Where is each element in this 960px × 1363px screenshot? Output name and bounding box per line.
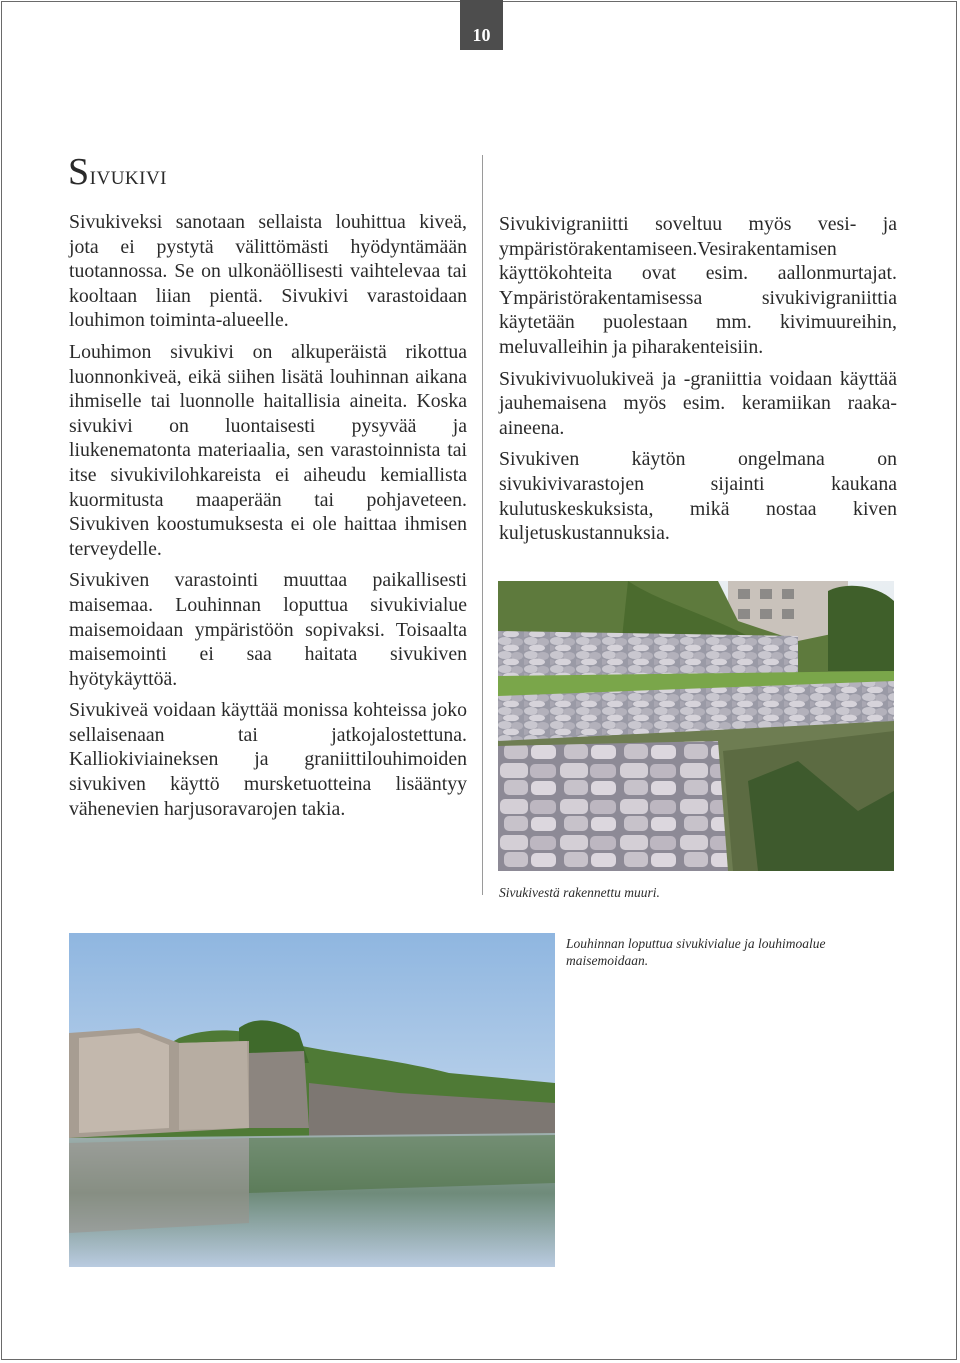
quarry-lake-photo (69, 933, 555, 1267)
paragraph: Sivukiven käytön ongelmana on sivukivivarastojen sijainti kaukana kulutuskeskuksista, mikä nostaa kiven kuljetuskustannuksia. (499, 448, 897, 545)
lake-photo-caption: Louhinnan loputtua sivukivialue ja louhimoalue maisemoidaan. (566, 936, 826, 968)
paragraph: Sivukiveä voidaan käyttää monissa kohteissa joko sellaisenaan tai jatkojalostettuna. Kalliokiviaineksen ja graniittilouhimoiden sivukiven käyttö mursketuotteina lisääntyy vähenevien harjusoravarojen takia. (69, 699, 467, 820)
paragraph: Louhimon sivukivi on alkuperäistä rikottua luonnonkiveä, eikä siihen lisätä louhinnan aikana ihmiselle tai luonnolle haitallisia aineita. Koska sivukivi on luontaisesti pysyvää ja liukenematonta materiaalia, sen varastoinnista tai itse sivukivilohkareista ei aiheudu kemiallista kuormitusta maaperään tai pohjaveteen. Sivukiven koostumuksesta ei ole haittaa ihmisen terveydelle. (69, 340, 467, 560)
paragraph: Sivukiven varastointi muuttaa paikallisesti maisemaa. Louhinnan loputtua sivukivialue maisemoidaan ympäristöön sopivaksi. Toisaalta maisemointi ei saa haitata sivukiven hyötykäyttöä. (69, 569, 467, 690)
page-number (460, 0, 503, 50)
stone-wall-photo (498, 581, 894, 871)
paragraph: Sivukiveksi sanotaan sellaista louhittua kiveä, jota ei pystytä välittömästi hyödyntämään tuotannossa. Se on ulkonäöllisesti vaihtelevaa tai kooltaan liian pientä. Sivukivi varastoidaan louhimon toiminta-alueelle. (69, 211, 467, 332)
title-initial: S (68, 151, 90, 193)
left-column (69, 210, 467, 828)
title-rest: ivukivi (89, 160, 168, 190)
column-divider (482, 155, 483, 895)
quarry-lake-image (69, 933, 555, 1267)
paragraph: Sivukivigraniitti soveltuu myös vesi- ja ympäristörakentamiseen.Vesirakentamisen käyttökohteita ovat esim. aallonmurtajat. Ympäristörakentamisessa sivukivigraniittia käytetään puolestaan mm. kivimuureihin, meluvalleihin ja piharakenteisiin. (499, 213, 897, 358)
page-number-text: 10 (472, 25, 491, 45)
article-title (68, 150, 167, 194)
right-column (499, 212, 897, 553)
stone-wall-image (498, 581, 894, 871)
wall-photo-caption: Sivukivestä rakennettu muuri. (499, 885, 660, 900)
paragraph: Sivukivivuolukiveä ja -graniittia voidaan käyttää jauhemaisena myös esim. keramiikan raaka-aineena. (499, 367, 897, 439)
